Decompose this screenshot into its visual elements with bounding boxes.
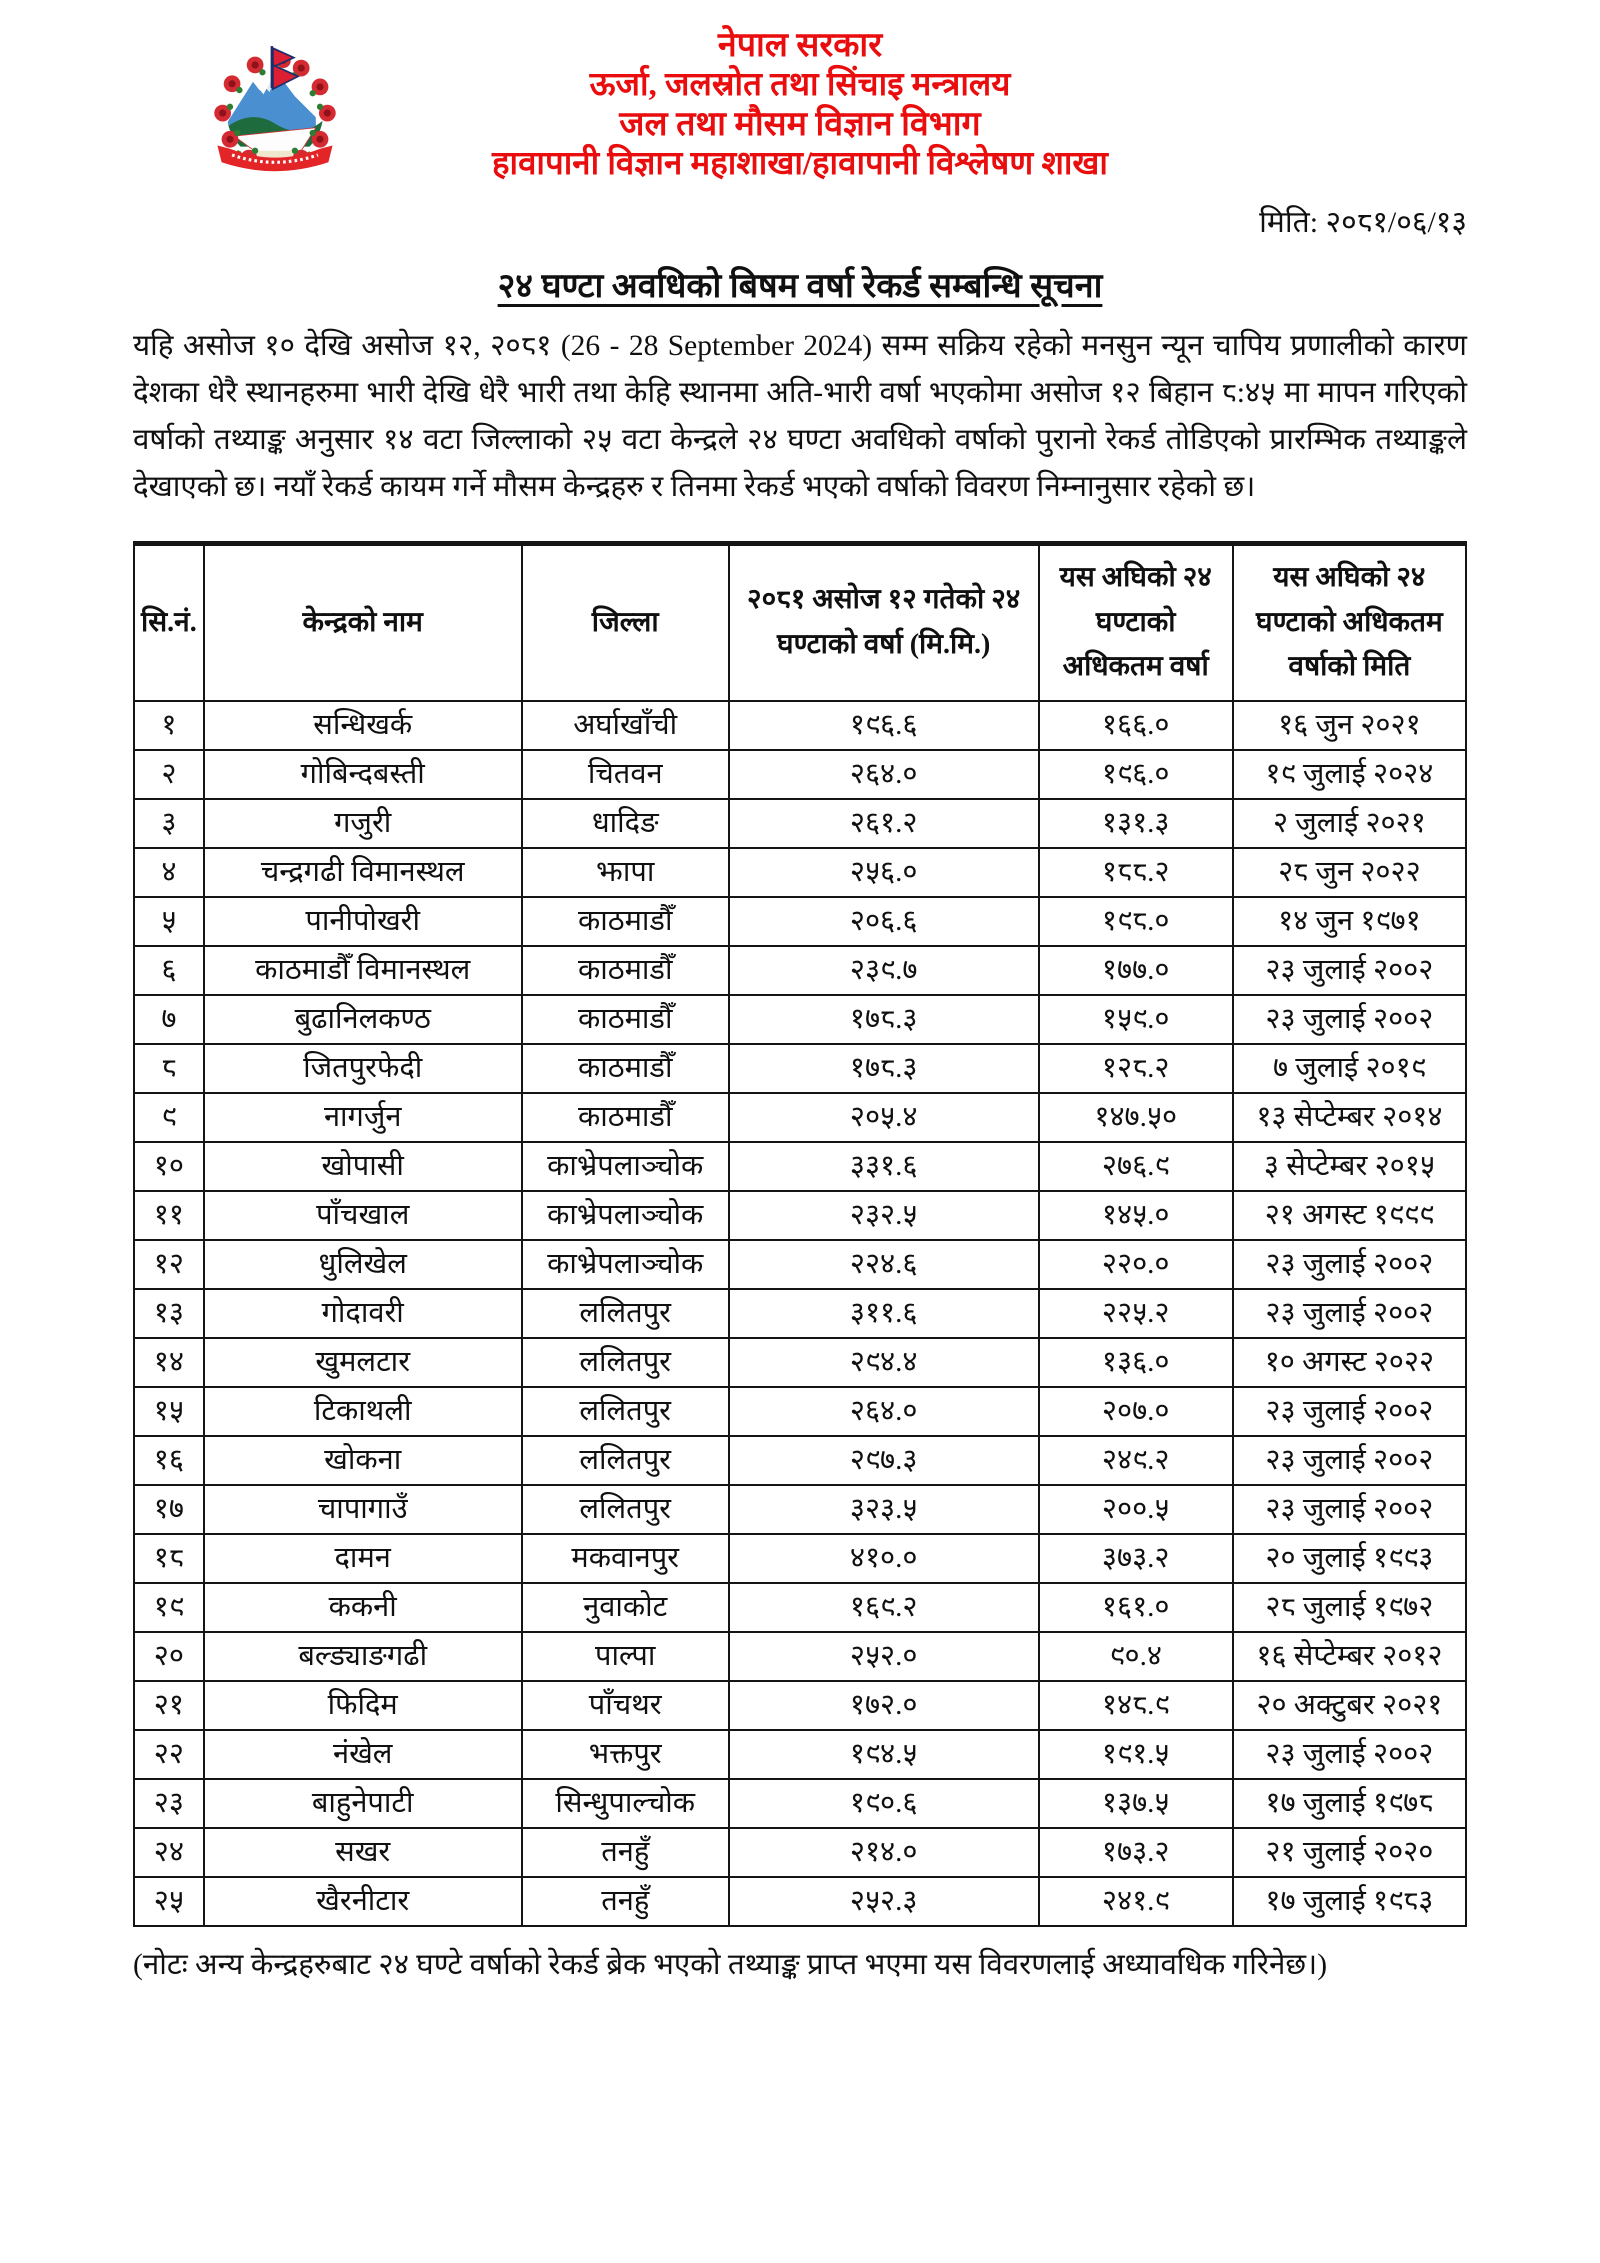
- table-cell: १७८.३: [729, 1044, 1039, 1093]
- table-cell: १४ जुन १९७१: [1233, 897, 1466, 946]
- table-cell: २३: [134, 1779, 204, 1828]
- table-cell: तनहुँ: [522, 1877, 729, 1926]
- table-cell: ३३१.६: [729, 1142, 1039, 1191]
- column-header: सि.नं.: [134, 543, 204, 701]
- table-cell: गोदावरी: [204, 1289, 522, 1338]
- table-row: [134, 1191, 1466, 1240]
- table-cell: २३ जुलाई २००२: [1233, 1485, 1466, 1534]
- table-cell: गोबिन्दबस्ती: [204, 750, 522, 799]
- table-cell: ललितपुर: [522, 1485, 729, 1534]
- org-name-department: जल तथा मौसम विज्ञान विभाग: [619, 106, 981, 144]
- letterhead: [133, 26, 1467, 184]
- table-row: [134, 1828, 1466, 1877]
- table-cell: १३७.५: [1039, 1779, 1233, 1828]
- table-row: [134, 1093, 1466, 1142]
- table-cell: २० अक्टुबर २०२१: [1233, 1681, 1466, 1730]
- table-row: [134, 1730, 1466, 1779]
- table-cell: चन्द्रगढी विमानस्थल: [204, 848, 522, 897]
- table-cell: ८: [134, 1044, 204, 1093]
- table-cell: २३ जुलाई २००२: [1233, 1730, 1466, 1779]
- table-cell: पाल्पा: [522, 1632, 729, 1681]
- table-cell: ३: [134, 799, 204, 848]
- table-cell: ३७३.२: [1039, 1534, 1233, 1583]
- table-cell: २: [134, 750, 204, 799]
- column-header: यस अघिको २४ घण्टाको अधिकतम वर्षाको मिति: [1233, 543, 1466, 701]
- footnote: (नोटः अन्य केन्द्रहरुबाट २४ घण्टे वर्षाको रेकर्ड ब्रेक भएको तथ्याङ्क प्राप्त भएमा यस विवरणलाई अध्यावधिक गरिनेछ।): [133, 1949, 1328, 1982]
- table-cell: खोपासी: [204, 1142, 522, 1191]
- table-cell: १६६.०: [1039, 701, 1233, 750]
- table-cell: १५: [134, 1387, 204, 1436]
- table-cell: २०७.०: [1039, 1387, 1233, 1436]
- table-cell: नुवाकोट: [522, 1583, 729, 1632]
- table-cell: २२४.६: [729, 1240, 1039, 1289]
- table-cell: सखर: [204, 1828, 522, 1877]
- table-cell: १४७.५०: [1039, 1093, 1233, 1142]
- table-cell: ललितपुर: [522, 1289, 729, 1338]
- table-cell: २४९.२: [1039, 1436, 1233, 1485]
- table-cell: १६ जुन २०२१: [1233, 701, 1466, 750]
- table-cell: खैरनीटार: [204, 1877, 522, 1926]
- table-cell: १९१.५: [1039, 1730, 1233, 1779]
- table-cell: फिदिम: [204, 1681, 522, 1730]
- table-row: [134, 1436, 1466, 1485]
- table-row: [134, 946, 1466, 995]
- table-cell: २३ जुलाई २००२: [1233, 946, 1466, 995]
- table-cell: २८ जुलाई १९७२: [1233, 1583, 1466, 1632]
- table-cell: २३ जुलाई २००२: [1233, 1289, 1466, 1338]
- table-cell: बल्ड्याङगढी: [204, 1632, 522, 1681]
- table-cell: २१ अगस्ट १९९९: [1233, 1191, 1466, 1240]
- table-row: [134, 1681, 1466, 1730]
- table-cell: मकवानपुर: [522, 1534, 729, 1583]
- table-cell: सिन्धुपाल्चोक: [522, 1779, 729, 1828]
- table-cell: १९६.०: [1039, 750, 1233, 799]
- table-cell: १३१.३: [1039, 799, 1233, 848]
- table-cell: १०: [134, 1142, 204, 1191]
- table-cell: २९७.३: [729, 1436, 1039, 1485]
- table-cell: १२८.२: [1039, 1044, 1233, 1093]
- table-cell: २५: [134, 1877, 204, 1926]
- table-cell: खुमलटार: [204, 1338, 522, 1387]
- table-cell: १६ सेप्टेम्बर २०१२: [1233, 1632, 1466, 1681]
- table-row: [134, 701, 1466, 750]
- table-cell: ४१०.०: [729, 1534, 1039, 1583]
- table-cell: ७: [134, 995, 204, 1044]
- table-cell: १९ जुलाई २०२४: [1233, 750, 1466, 799]
- table-cell: सन्धिखर्क: [204, 701, 522, 750]
- table-cell: २० जुलाई १९९३: [1233, 1534, 1466, 1583]
- intro-paragraph: यहि असोज १० देखि असोज १२, २०८१ (26 - 28 September 2024) सम्म सक्रिय रहेको मनसुन न्यून चापिय प्रणालीको कारण देशका धेरै स्थानहरुमा भारी देखि धेरै भारी तथा केहि स्थानमा अति-भारी वर्षा भएकोमा असोज १२ बिहान ८:४५ मा मापन गरिएको वर्षाको तथ्याङ्क अनुसार १४ वटा जिल्लाको २५ वटा केन्द्रले २४ घण्टा अवधिको वर्षाको पुरानो रेकर्ड तोडिएको प्रारम्भिक तथ्याङ्कले देखाएको छ। नयाँ रेकर्ड कायम गर्ने मौसम केन्द्रहरु र तिनमा रेकर्ड भएको वर्षाको विवरण निम्नानुसार रहेको छ।: [133, 330, 1467, 504]
- table-cell: ३११.६: [729, 1289, 1039, 1338]
- table-cell: ९०.४: [1039, 1632, 1233, 1681]
- table-row: [134, 1632, 1466, 1681]
- table-cell: १० अगस्ट २०२२: [1233, 1338, 1466, 1387]
- table-head: [134, 543, 1466, 701]
- table-cell: खोकना: [204, 1436, 522, 1485]
- table-cell: ९: [134, 1093, 204, 1142]
- table-cell: दामन: [204, 1534, 522, 1583]
- table-cell: १९६.६: [729, 701, 1039, 750]
- table-cell: २०५.४: [729, 1093, 1039, 1142]
- org-name-division: हावापानी विज्ञान महाशाखा/हावापानी विश्लेषण शाखा: [492, 146, 1108, 183]
- table-cell: झापा: [522, 848, 729, 897]
- table-cell: २६१.२: [729, 799, 1039, 848]
- table-cell: १७ जुलाई १९८३: [1233, 1877, 1466, 1926]
- table-cell: काठमाडौँ विमानस्थल: [204, 946, 522, 995]
- table-row: [134, 1485, 1466, 1534]
- table-cell: जितपुरफेदी: [204, 1044, 522, 1093]
- table-row: [134, 1044, 1466, 1093]
- table-cell: तनहुँ: [522, 1828, 729, 1877]
- table-cell: २३ जुलाई २००२: [1233, 1436, 1466, 1485]
- table-cell: १७७.०: [1039, 946, 1233, 995]
- table-row: [134, 1779, 1466, 1828]
- table-cell: १६१.०: [1039, 1583, 1233, 1632]
- table-cell: नागर्जुन: [204, 1093, 522, 1142]
- table-cell: २००.५: [1039, 1485, 1233, 1534]
- table-cell: २ जुलाई २०२१: [1233, 799, 1466, 848]
- table-cell: ३२३.५: [729, 1485, 1039, 1534]
- table-cell: १४८.९: [1039, 1681, 1233, 1730]
- table-cell: २३ जुलाई २००२: [1233, 995, 1466, 1044]
- table-cell: टिकाथली: [204, 1387, 522, 1436]
- table-row: [134, 1289, 1466, 1338]
- table-cell: नंखेल: [204, 1730, 522, 1779]
- table-cell: २२०.०: [1039, 1240, 1233, 1289]
- table-cell: २७६.९: [1039, 1142, 1233, 1191]
- table-cell: २४१.९: [1039, 1877, 1233, 1926]
- org-name-government: नेपाल सरकार: [717, 27, 883, 64]
- table-cell: १६: [134, 1436, 204, 1485]
- table-cell: १४: [134, 1338, 204, 1387]
- column-header: केन्द्रको नाम: [204, 543, 522, 701]
- table-cell: १: [134, 701, 204, 750]
- table-row: [134, 1387, 1466, 1436]
- table-cell: ११: [134, 1191, 204, 1240]
- table-row: [134, 799, 1466, 848]
- table-cell: काठमाडौँ: [522, 1093, 729, 1142]
- table-cell: १७३.२: [1039, 1828, 1233, 1877]
- table-cell: १३ सेप्टेम्बर २०१४: [1233, 1093, 1466, 1142]
- table-cell: १९: [134, 1583, 204, 1632]
- table-cell: २१४.०: [729, 1828, 1039, 1877]
- table-cell: १३: [134, 1289, 204, 1338]
- table-row: [134, 848, 1466, 897]
- table-cell: १९८.०: [1039, 897, 1233, 946]
- table-row: [134, 897, 1466, 946]
- table-cell: ४: [134, 848, 204, 897]
- table-cell: भक्तपुर: [522, 1730, 729, 1779]
- table-cell: २१ जुलाई २०२०: [1233, 1828, 1466, 1877]
- table-row: [134, 750, 1466, 799]
- table-cell: काठमाडौँ: [522, 946, 729, 995]
- table-cell: १७८.३: [729, 995, 1039, 1044]
- table-cell: ललितपुर: [522, 1436, 729, 1485]
- page-title: २४ घण्टा अवधिको बिषम वर्षा रेकर्ड सम्बन्धि सूचना: [497, 268, 1103, 306]
- org-name-ministry: ऊर्जा, जलस्रोत तथा सिंचाइ मन्त्रालय: [589, 67, 1011, 104]
- table-cell: १७: [134, 1485, 204, 1534]
- table-row: [134, 1877, 1466, 1926]
- table-cell: २३९.७: [729, 946, 1039, 995]
- table-row: [134, 1583, 1466, 1632]
- table-cell: २५२.३: [729, 1877, 1039, 1926]
- table-cell: २१: [134, 1681, 204, 1730]
- table-cell: १२: [134, 1240, 204, 1289]
- rainfall-records-table: [133, 541, 1467, 1927]
- column-header: जिल्ला: [522, 543, 729, 701]
- table-cell: २२: [134, 1730, 204, 1779]
- table-cell: २३ जुलाई २००२: [1233, 1240, 1466, 1289]
- table-cell: बुढानिलकण्ठ: [204, 995, 522, 1044]
- table-cell: २२५.२: [1039, 1289, 1233, 1338]
- table-cell: अर्घाखाँची: [522, 701, 729, 750]
- table-cell: धादिङ: [522, 799, 729, 848]
- table-cell: ३ सेप्टेम्बर २०१५: [1233, 1142, 1466, 1191]
- column-header: यस अघिको २४ घण्टाको अधिकतम वर्षा: [1039, 543, 1233, 701]
- table-cell: २०: [134, 1632, 204, 1681]
- table-cell: धुलिखेल: [204, 1240, 522, 1289]
- table-cell: २५६.०: [729, 848, 1039, 897]
- table-row: [134, 1534, 1466, 1583]
- table-cell: पाँचथर: [522, 1681, 729, 1730]
- table-cell: २३ जुलाई २००२: [1233, 1387, 1466, 1436]
- table-cell: काठमाडौँ: [522, 897, 729, 946]
- table-cell: २९४.४: [729, 1338, 1039, 1387]
- table-cell: १४५.०: [1039, 1191, 1233, 1240]
- table-header-row: [134, 543, 1466, 701]
- table-cell: २८ जुन २०२२: [1233, 848, 1466, 897]
- table-cell: गजुरी: [204, 799, 522, 848]
- table-cell: चितवन: [522, 750, 729, 799]
- table-cell: २०६.६: [729, 897, 1039, 946]
- table-body: [134, 701, 1466, 1926]
- table-cell: काठमाडौँ: [522, 995, 729, 1044]
- table-cell: काभ्रेपलाञ्चोक: [522, 1142, 729, 1191]
- table-cell: ललितपुर: [522, 1387, 729, 1436]
- table-cell: पानीपोखरी: [204, 897, 522, 946]
- table-cell: पाँचखाल: [204, 1191, 522, 1240]
- table-row: [134, 995, 1466, 1044]
- table-cell: १९०.६: [729, 1779, 1039, 1828]
- table-cell: ५: [134, 897, 204, 946]
- table-cell: काठमाडौँ: [522, 1044, 729, 1093]
- nepal-government-emblem-logo: [195, 44, 355, 178]
- table-cell: १७२.०: [729, 1681, 1039, 1730]
- table-cell: २६४.०: [729, 1387, 1039, 1436]
- table-row: [134, 1240, 1466, 1289]
- table-cell: २४: [134, 1828, 204, 1877]
- table-cell: ७ जुलाई २०१९: [1233, 1044, 1466, 1093]
- table-cell: १३६.०: [1039, 1338, 1233, 1387]
- table-cell: १८८.२: [1039, 848, 1233, 897]
- table-cell: १८: [134, 1534, 204, 1583]
- table-cell: २५२.०: [729, 1632, 1039, 1681]
- table-cell: चापागाउँ: [204, 1485, 522, 1534]
- table-cell: १७ जुलाई १९७८: [1233, 1779, 1466, 1828]
- table-cell: काभ्रेपलाञ्चोक: [522, 1240, 729, 1289]
- table-cell: ललितपुर: [522, 1338, 729, 1387]
- column-header: २०८१ असोज १२ गतेको २४ घण्टाको वर्षा (मि.मि.): [729, 543, 1039, 701]
- table-cell: ककनी: [204, 1583, 522, 1632]
- table-cell: ६: [134, 946, 204, 995]
- table-cell: २३२.५: [729, 1191, 1039, 1240]
- table-cell: काभ्रेपलाञ्चोक: [522, 1191, 729, 1240]
- nepal-emblem-icon: [195, 44, 355, 178]
- table-row: [134, 1142, 1466, 1191]
- table-cell: १६९.२: [729, 1583, 1039, 1632]
- table-cell: २६४.०: [729, 750, 1039, 799]
- table-cell: १९४.५: [729, 1730, 1039, 1779]
- table-row: [134, 1338, 1466, 1387]
- table-cell: १५९.०: [1039, 995, 1233, 1044]
- table-cell: बाहुनेपाटी: [204, 1779, 522, 1828]
- issue-date: मिति: २०८१/०६/१३: [1259, 206, 1467, 240]
